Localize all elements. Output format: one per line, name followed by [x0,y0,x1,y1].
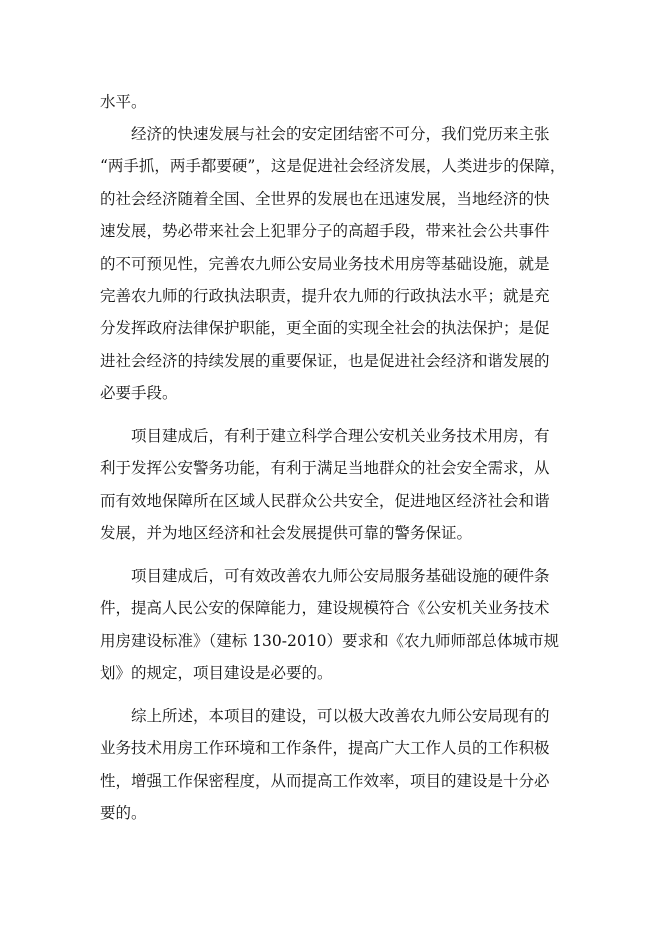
text-line: 项目建成后，有利于建立科学合理公安机关业务技术用房，有 [131,427,550,445]
text-line: 而有效地保障所在区域人民群众公共安全，促进地区经济社会和谐 [100,492,550,510]
text-line: 进社会经济的持续发展的重要保证，也是促进社会经济和谐发展的 [100,352,550,370]
text-line: 性，增强工作保密程度，从而提高工作效率，项目的建设是十分必 [100,772,550,790]
text-line: 的社会经济随着全国、全世界的发展也在迅速发展，当地经济的快 [100,190,550,208]
text-line: 业务技术用房工作环境和工作条件，提高广大工作人员的工作积极 [100,739,550,757]
text-line: 分发挥政府法律保护职能，更全面的实现全社会的执法保护；是促 [100,319,550,337]
text-line: 速发展，势必带来社会上犯罪分子的高超手段，带来社会公共事件 [100,222,550,240]
text-line: 件，提高人民公安的保障能力，建设规模符合《公安机关业务技术 [100,599,550,617]
text-line: 的不可预见性，完善农九师公安局业务技术用房等基础设施，就是 [100,255,550,273]
text-line: 水平。 [100,93,147,111]
text-line: 完善农九师的行政执法职责，提升农九师的行政执法水平；就是充 [100,287,550,305]
text-line: 发展，并为地区经济和社会发展提供可靠的警务保证。 [100,524,473,542]
text-line: 综上所述，本项目的建设，可以极大改善农九师公安局现有的 [131,707,550,725]
text-line: 划》的规定，项目建设是必要的。 [100,664,333,682]
text-line: 经济的快速发展与社会的安定团结密不可分，我们党历来主张 [131,125,550,143]
text-line: 用房建设标准》（建标 130-2010）要求和《农九师师部总体城市规 [100,632,559,650]
text-line: 项目建成后，可有效改善农九师公安局服务基础设施的硬件条 [131,567,550,585]
text-line: 要的。 [100,804,147,822]
text-line: 利于发挥公安警务功能，有利于满足当地群众的社会安全需求，从 [100,459,550,477]
text-line: “两手抓，两手都要硬”，这是促进社会经济发展，人类进步的保障， [100,157,566,175]
text-line: 必要手段。 [100,384,178,402]
